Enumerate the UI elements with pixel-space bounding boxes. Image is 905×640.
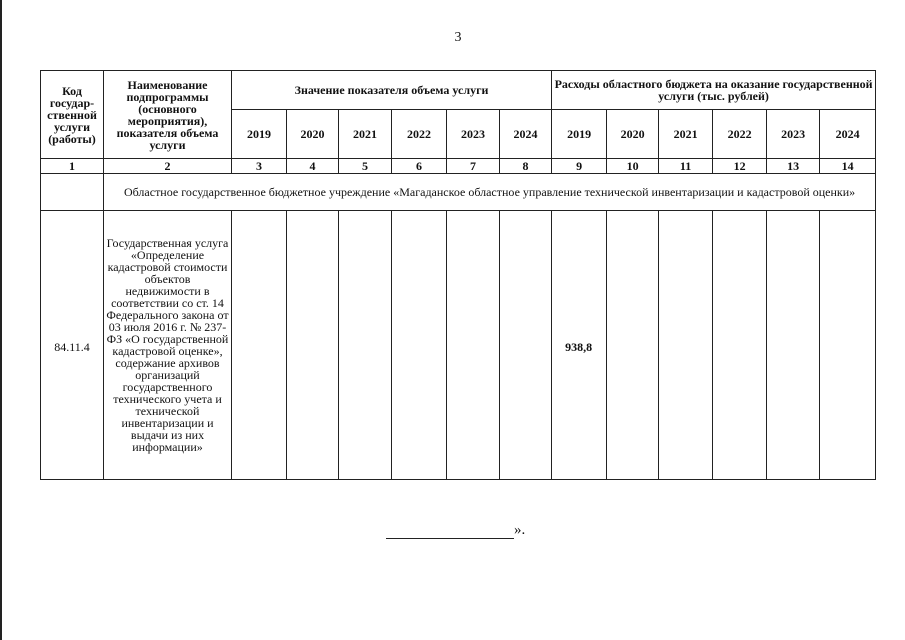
- volume-value: [287, 211, 339, 480]
- column-number: 2: [104, 159, 232, 174]
- column-number: 13: [767, 159, 820, 174]
- budget-value: [767, 211, 820, 480]
- column-number: 10: [607, 159, 659, 174]
- budget-value: 938,8: [552, 211, 607, 480]
- column-number: 3: [232, 159, 287, 174]
- volume-year: 2024: [500, 110, 552, 159]
- budget-year: 2024: [820, 110, 876, 159]
- column-number: 5: [339, 159, 392, 174]
- column-number: 11: [659, 159, 713, 174]
- volume-year: 2023: [447, 110, 500, 159]
- column-number-row: [41, 159, 876, 174]
- page-left-edge: [0, 0, 2, 640]
- service-code: 84.11.4: [41, 211, 104, 480]
- closing-signature: [386, 522, 525, 539]
- budget-year: 2022: [713, 110, 767, 159]
- budget-value: [607, 211, 659, 480]
- org-row: [41, 174, 876, 211]
- volume-value: [339, 211, 392, 480]
- org-row-empty-cell: [41, 174, 104, 211]
- column-number: 12: [713, 159, 767, 174]
- budget-year: 2021: [659, 110, 713, 159]
- header-budget: Расходы областного бюджета на оказание государственной услуги (тыс. рублей): [552, 71, 876, 110]
- page-number: 3: [454, 30, 462, 45]
- header-name: Наименование подпрограммы (основного мероприятия), показателя объема услуги: [104, 71, 232, 159]
- table-row: [41, 211, 876, 480]
- column-number: 4: [287, 159, 339, 174]
- column-number: 7: [447, 159, 500, 174]
- volume-year: 2022: [392, 110, 447, 159]
- budget-value: [713, 211, 767, 480]
- closing-mark: ».: [514, 522, 526, 538]
- header-code: Код государ-ственной услуги (работы): [41, 71, 104, 159]
- volume-value: [500, 211, 552, 480]
- budget-year: 2019: [552, 110, 607, 159]
- column-number: 8: [500, 159, 552, 174]
- budget-value: [820, 211, 876, 480]
- volume-value: [232, 211, 287, 480]
- service-description: Государственная услуга «Определение кадастровой стоимости объектов недвижимости в соответствии со ст. 14 Федерального закона от 03 июля 2016 г. № 237-ФЗ «О государственной кадастровой оценке», содержание архивов организаций государственного технического учета и технической инвентаризации и выдачи из них информации»: [104, 211, 232, 480]
- column-number: 6: [392, 159, 447, 174]
- volume-value: [447, 211, 500, 480]
- budget-value: [659, 211, 713, 480]
- volume-year: 2020: [287, 110, 339, 159]
- services-table: [40, 70, 876, 480]
- volume-year: 2021: [339, 110, 392, 159]
- org-title: Областное государственное бюджетное учреждение «Магаданское областное управление технической инвентаризации и кадастровой оценки»: [104, 174, 876, 211]
- column-number: 1: [41, 159, 104, 174]
- header-volume: Значение показателя объема услуги: [232, 71, 552, 110]
- budget-year: 2023: [767, 110, 820, 159]
- budget-year: 2020: [607, 110, 659, 159]
- column-number: 9: [552, 159, 607, 174]
- volume-value: [392, 211, 447, 480]
- column-number: 14: [820, 159, 876, 174]
- volume-year: 2019: [232, 110, 287, 159]
- signature-line: [386, 524, 514, 539]
